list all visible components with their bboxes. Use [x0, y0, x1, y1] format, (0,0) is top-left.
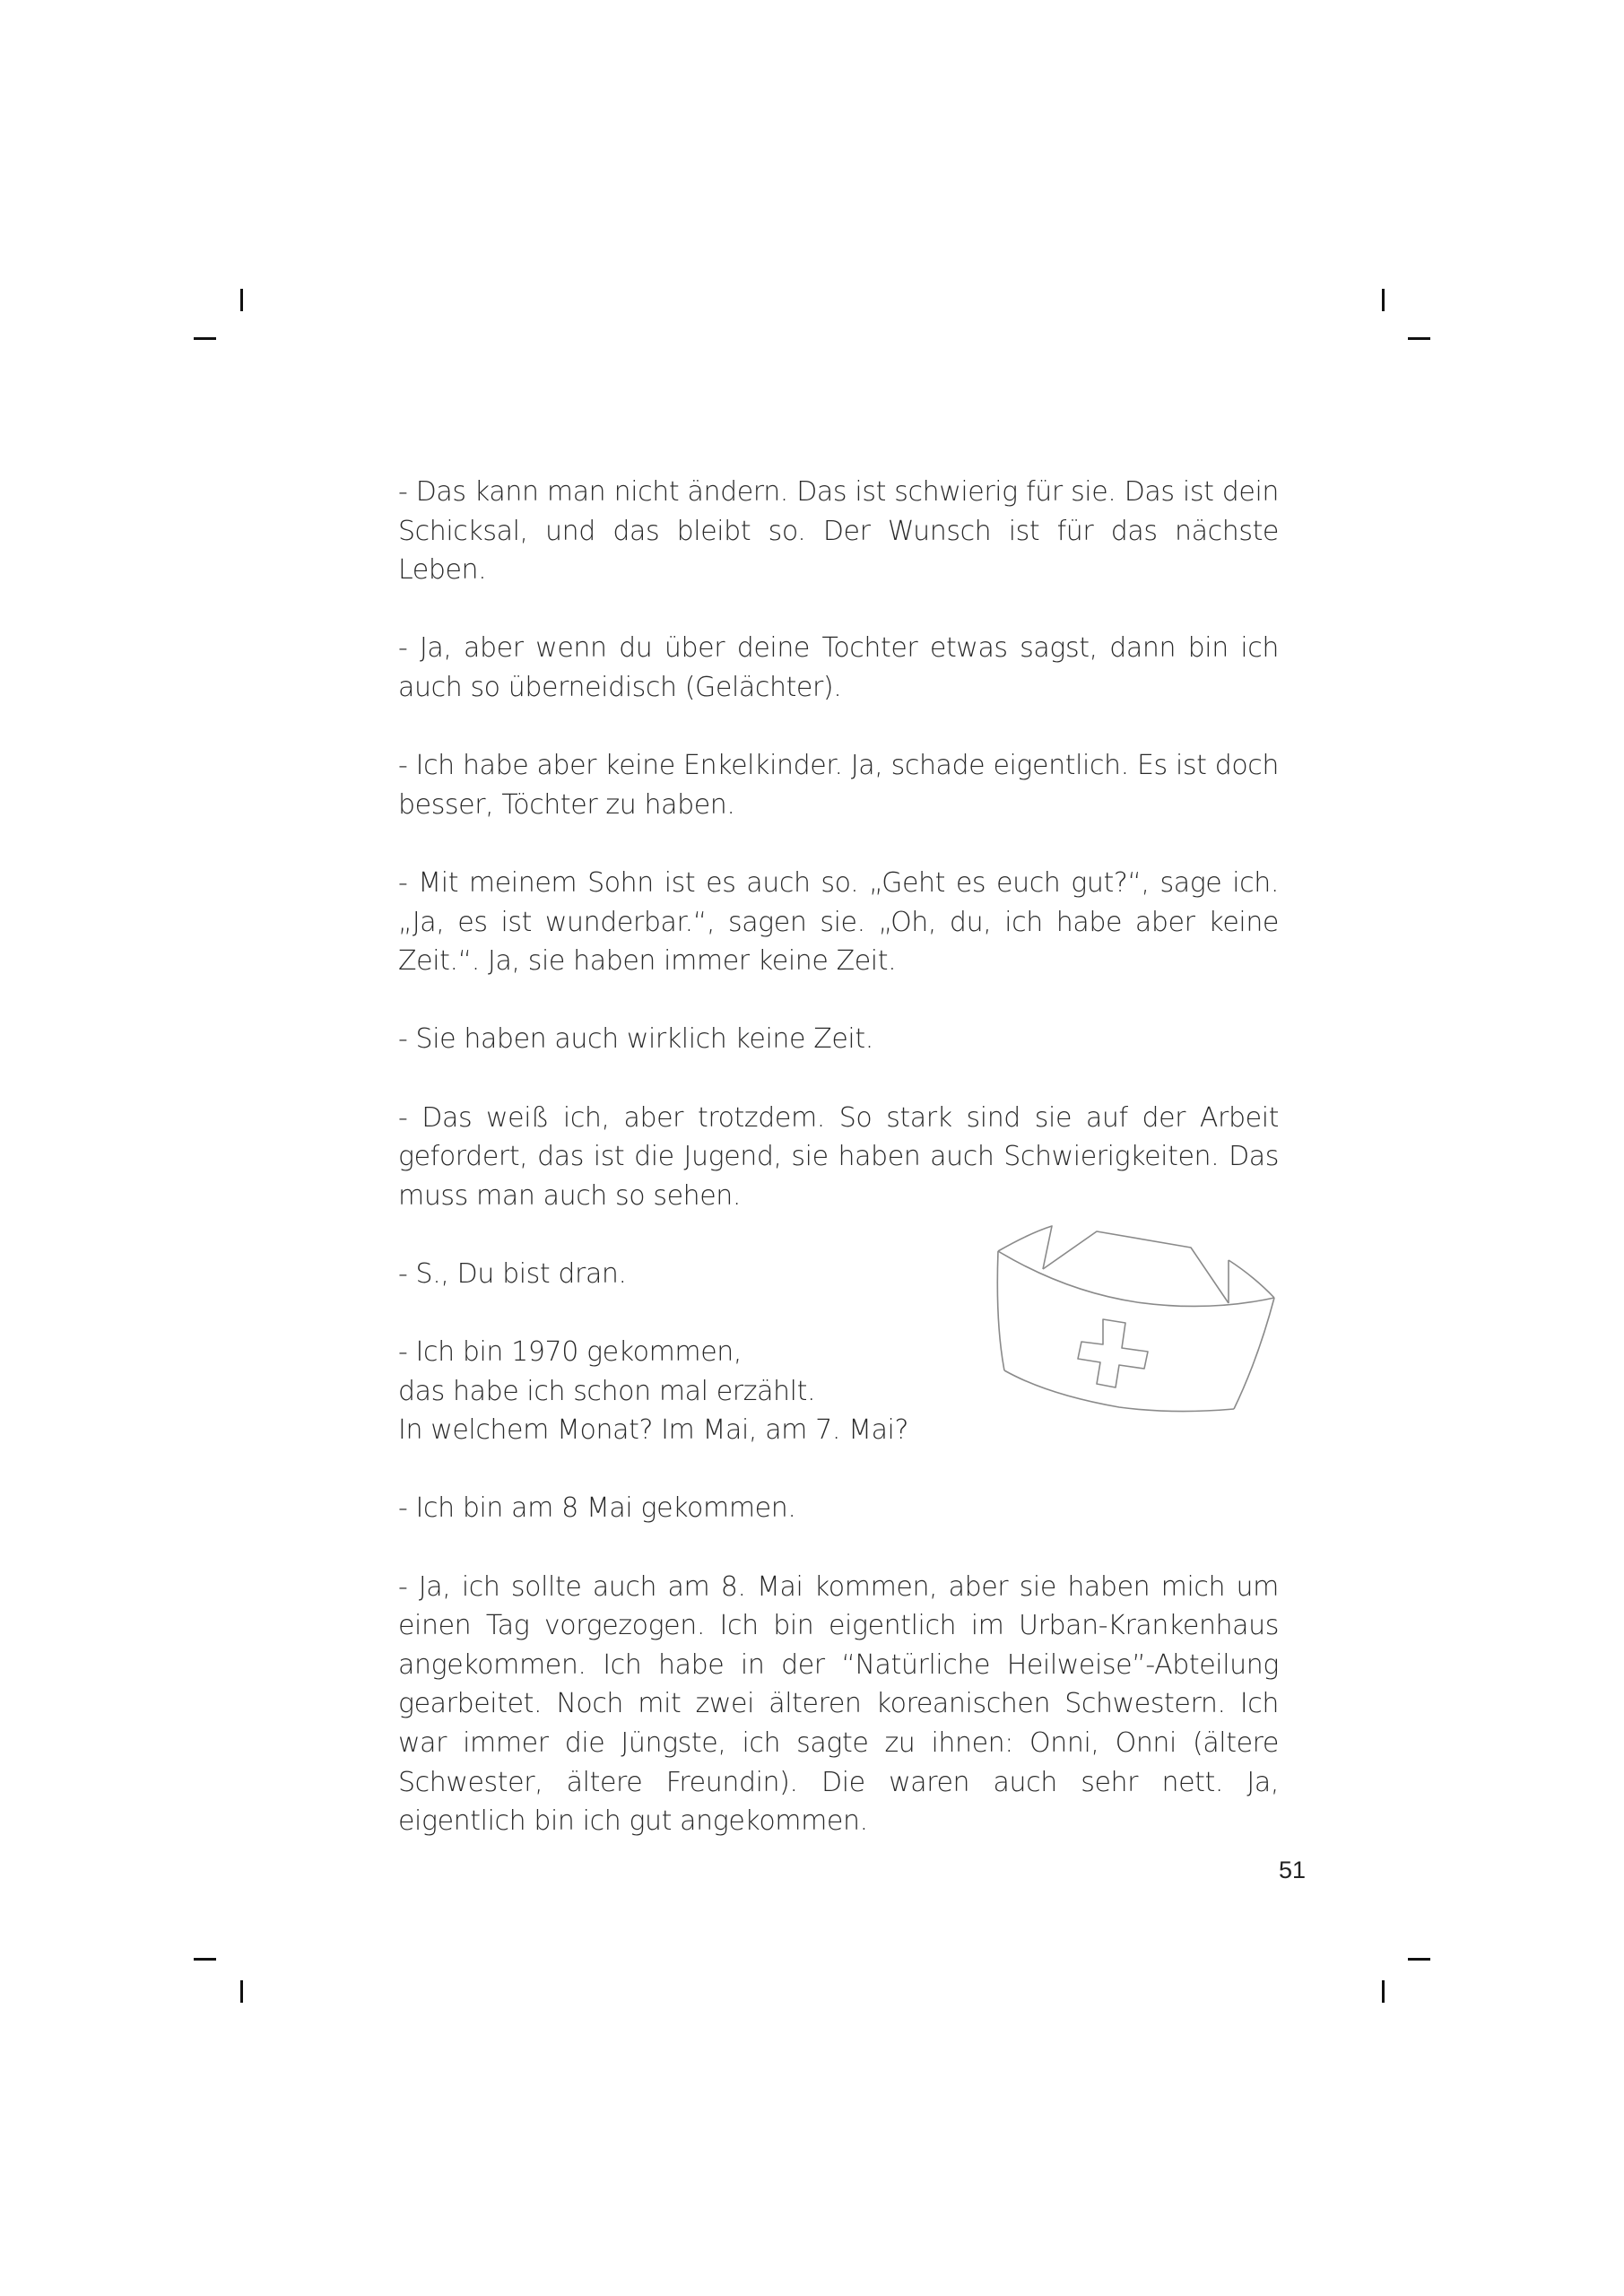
- paragraph: - Sie haben auch wirklich keine Zeit.: [398, 1023, 873, 1056]
- crop-mark-bottom-left-horizontal: [194, 1958, 216, 1961]
- crop-mark-bottom-right-vertical: [1382, 1980, 1385, 2003]
- cap-crown: [1043, 1231, 1229, 1303]
- paragraph: - Mit meinem Sohn ist es auch so. „Geht es euch gut?“, sage ich. „Ja, es ist wunderbar.“, sagen sie. „Oh, du, ich habe aber keine Zeit.“. Ja, sie haben immer keine Zeit.: [398, 866, 1279, 978]
- crop-mark-top-left-vertical: [240, 289, 243, 311]
- page-number: 51: [1279, 1857, 1307, 1883]
- paragraph: - Ja, ich sollte auch am 8. Mai kommen, aber sie haben mich um einen Tag vorgezogen. Ich bin eigentlich im Urban-Krankenhaus angekommen. Ich habe in der “Natürliche Heilweise”-Abteilung gearbeitet. Noch mit zwei älteren koreanischen Schwestern. Ich war immer die Jüngste, ich sagte zu ihnen: Onni, Onni (ältere Schwester, ältere Freundin). Die waren auch sehr nett. Ja, eigentlich bin ich gut angekommen.: [398, 1570, 1279, 1838]
- cap-band-bottom: [1004, 1370, 1234, 1412]
- cap-band-right: [1234, 1298, 1274, 1409]
- cap-band-top: [998, 1251, 1274, 1306]
- paragraph: - Ja, aber wenn du über deine Tochter etwas sagst, dann bin ich auch so überneidisch (Gelächter).: [398, 632, 1279, 703]
- cap-right-flap: [1229, 1260, 1274, 1303]
- paragraph-line: das habe ich schon mal erzählt.: [398, 1375, 816, 1407]
- crop-mark-top-right-horizontal: [1408, 337, 1430, 340]
- nurse-cap-icon: [994, 1215, 1281, 1422]
- cross-icon: [1078, 1319, 1148, 1387]
- paragraph-line: - Ich bin 1970 gekommen,: [398, 1336, 743, 1369]
- cap-left-flap: [998, 1226, 1052, 1269]
- paragraph: - S., Du bist dran.: [398, 1257, 627, 1290]
- cap-band-left: [997, 1251, 1004, 1370]
- paragraph: - Das kann man nicht ändern. Das ist schwierig für sie. Das ist dein Schicksal, und das bleibt so. Der Wunsch ist für das nächste Leben.: [398, 476, 1279, 587]
- crop-mark-top-left-horizontal: [194, 337, 216, 340]
- crop-mark-bottom-left-vertical: [240, 1980, 243, 2003]
- paragraph-line: In welchem Monat? Im Mai, am 7. Mai?: [398, 1414, 909, 1447]
- crop-mark-top-right-vertical: [1382, 289, 1385, 311]
- paragraph: - Ich habe aber keine Enkelkinder. Ja, schade eigentlich. Es ist doch besser, Töchter zu haben.: [398, 750, 1279, 821]
- paragraph: - Ich bin am 8 Mai gekommen.: [398, 1492, 796, 1525]
- crop-mark-bottom-right-horizontal: [1408, 1958, 1430, 1961]
- page-body: [398, 473, 1279, 1841]
- paragraph: - Das weiß ich, aber trotzdem. So stark sind sie auf der Arbeit gefordert, das ist die Jugend, sie haben auch Schwierigkeiten. Das muss man auch so sehen.: [398, 1101, 1279, 1212]
- paragraph: [398, 1333, 972, 1450]
